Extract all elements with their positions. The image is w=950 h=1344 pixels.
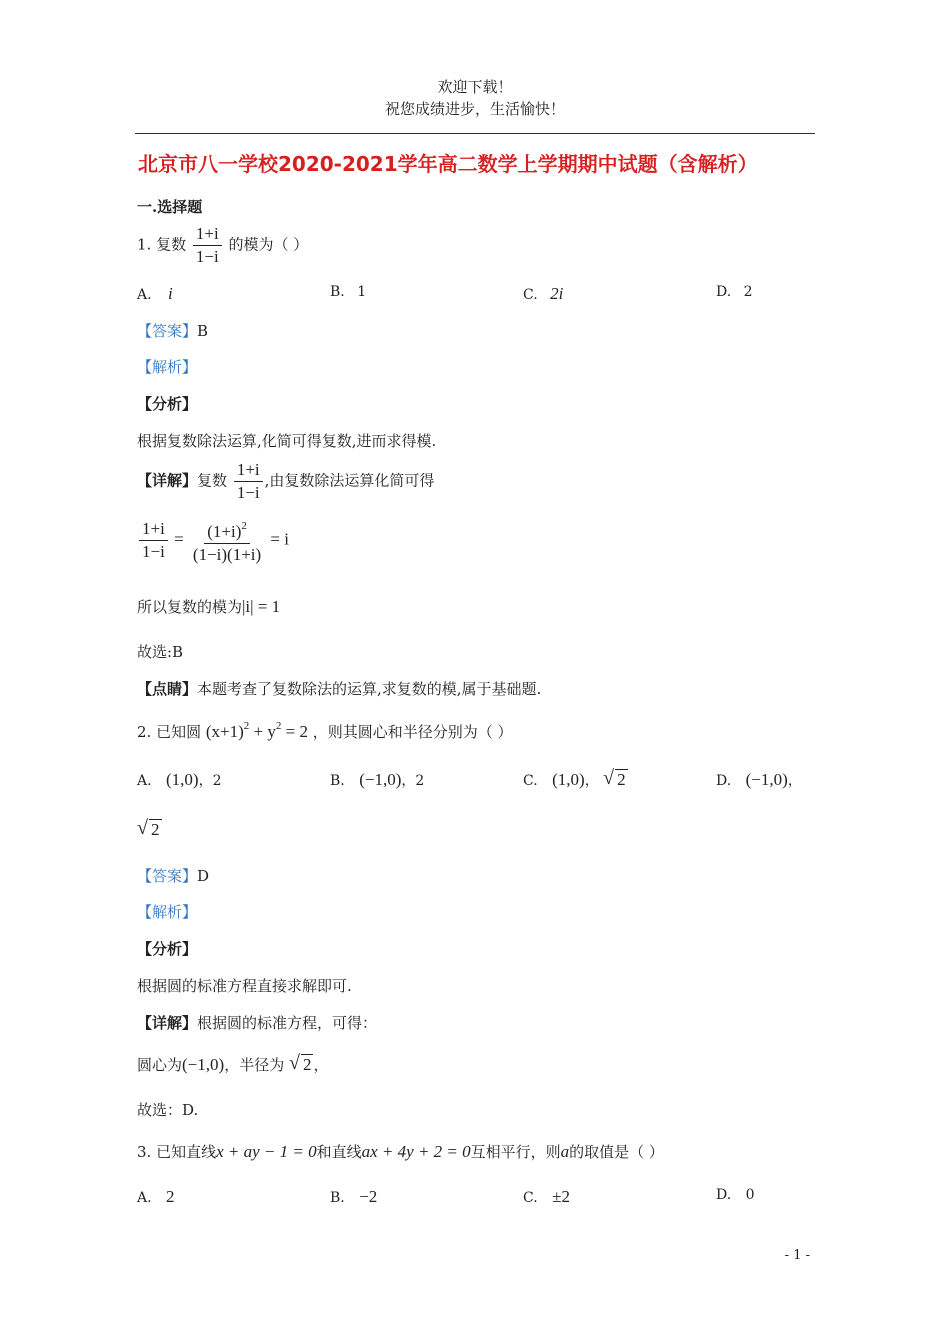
q1-equation — [137, 516, 289, 565]
q1-xj-fraction — [234, 460, 263, 503]
q2-jiexi-tag: 【解析】 — [137, 903, 198, 921]
eq-rhs-den: (1−i)(1+i) — [192, 545, 262, 564]
option-label: B. — [330, 284, 345, 300]
option-label: D. — [716, 1187, 732, 1203]
eq-sup: 2 — [243, 720, 250, 732]
q2-fenxi-tag: 【分析】 — [137, 940, 198, 958]
xiangjie-post: ,由复数除法运算化简可得 — [264, 471, 435, 490]
eq-part: + y — [249, 722, 276, 741]
option-label: A. — [137, 1190, 152, 1206]
sqrt-radical: √ 2 — [137, 817, 160, 839]
q1-frac-den: 1−i — [195, 247, 219, 266]
eq-lhs-den: 1−i — [142, 542, 165, 561]
option-radius: ， — [584, 773, 599, 789]
q1-jiexi-tag: 【解析】 — [137, 358, 198, 376]
q1-conclusion: 故选:B — [137, 643, 184, 661]
q2-answer — [137, 865, 209, 886]
eq-lhs-num: 1+i — [139, 519, 168, 541]
option-label: D. — [716, 284, 732, 300]
q2-option-c — [523, 767, 628, 790]
option-label: C. — [523, 1190, 538, 1206]
radius-post: ， — [313, 1056, 329, 1074]
eq-rhs-sup: 2 — [241, 520, 247, 532]
option-value: (1,0) — [552, 770, 585, 789]
q3-mid: 和直线 — [316, 1143, 362, 1161]
dianjing-tag: 【点睛】 — [137, 680, 198, 698]
center-pre: 圆心为 — [137, 1056, 183, 1074]
answer-value: B — [197, 322, 209, 340]
answer-value: D — [197, 867, 210, 885]
frac-num: 1+i — [234, 460, 263, 482]
q3-option-b — [330, 1187, 377, 1207]
sqrt-radical: √ 2 — [288, 1052, 312, 1074]
q2-suffix: ，则其圆心和半径分别为（ ） — [312, 723, 513, 741]
sqrt-value: 2 — [151, 820, 160, 839]
q2-prefix: 2. 已知圆 — [137, 723, 202, 741]
q3-option-d — [716, 1187, 755, 1203]
xiangjie-tag: 【详解】 — [137, 471, 198, 490]
radius-pre: ，半径为 — [224, 1056, 285, 1074]
dianjing-text: 本题考查了复数除法的运算,求复数的模,属于基础题. — [197, 680, 542, 698]
sqrt-radical: √ 2 — [603, 767, 626, 789]
eq-lhs-fraction — [139, 519, 168, 562]
option-value: 1 — [357, 284, 367, 300]
q2-center-radius — [137, 1054, 329, 1075]
question-1 — [137, 224, 308, 267]
q3-suffix: 的取值是（ ） — [569, 1143, 664, 1161]
page-number: - 1 - — [784, 1248, 810, 1263]
eq-part: = 2 — [281, 722, 308, 741]
question-2 — [137, 720, 513, 742]
answer-tag: 【答案】 — [137, 322, 198, 340]
q2-conclusion: 故选：D. — [137, 1101, 199, 1119]
q2-option-d — [716, 770, 802, 790]
sqrt-value: 2 — [617, 770, 626, 789]
option-value: 2i — [550, 284, 564, 303]
option-value: (−1,0) — [359, 770, 402, 789]
xiangjie-text: 根据圆的标准方程，可得： — [197, 1014, 378, 1032]
option-label: B. — [330, 1190, 345, 1206]
eq-sup: 2 — [275, 720, 282, 732]
q1-option-b — [330, 284, 366, 300]
section-heading: 一.选择题 — [137, 198, 203, 216]
q2-xiangjie — [137, 1012, 377, 1033]
q2-option-b — [330, 770, 424, 790]
q1-option-d — [716, 284, 753, 300]
option-value: (−1,0) — [745, 770, 788, 789]
option-value: −2 — [359, 1187, 378, 1206]
q2-option-d-sqrt — [137, 817, 162, 840]
q1-answer — [137, 320, 208, 341]
option-label: A. — [137, 287, 152, 303]
header-greeting: 欢迎下载！ — [437, 78, 513, 96]
eq-rhs-fraction — [190, 516, 264, 565]
frac-den: 1−i — [236, 483, 260, 502]
eq-rhs-num-wrap — [204, 516, 250, 544]
q2-fenxi-text: 根据圆的标准方程直接求解即可. — [137, 977, 352, 995]
option-label: C. — [523, 773, 538, 789]
header-wish: 祝您成绩进步，生活愉快！ — [384, 100, 565, 118]
q3-prefix: 3. 已知直线 — [137, 1143, 217, 1161]
eq-part: (x+1) — [205, 722, 244, 741]
q3-line2: ax + 4y + 2 = 0 — [361, 1142, 471, 1161]
q1-option-a — [137, 284, 173, 304]
answer-tag: 【答案】 — [137, 867, 198, 885]
q3-option-c — [523, 1187, 570, 1207]
option-value: i — [168, 284, 173, 303]
q3-mid2: 互相平行，则 — [470, 1143, 561, 1161]
option-radius: ，2 — [198, 773, 222, 789]
option-value: 2 — [743, 284, 753, 300]
q1-fenxi-tag: 【分析】 — [137, 395, 198, 413]
q1-frac-num: 1+i — [193, 224, 222, 246]
q1-xiangjie — [137, 460, 434, 503]
q1-prefix: 1. 复数 — [137, 235, 187, 254]
eq-rhs-num: (1+i) — [207, 522, 242, 541]
modulus-math: |i| = 1 — [242, 597, 281, 616]
option-label: C. — [523, 287, 538, 303]
modulus-pre: 所以复数的模为 — [137, 598, 243, 616]
option-radius: ，2 — [401, 773, 425, 789]
q2-equation — [206, 722, 308, 741]
page-title: 北京市八一学校2020-2021学年高二数学上学期期中试题（含解析） — [138, 152, 758, 176]
eq-equals: = — [174, 529, 184, 549]
center-val: (−1,0) — [182, 1055, 225, 1074]
sqrt-value: 2 — [302, 1055, 312, 1074]
option-value: 0 — [745, 1187, 755, 1203]
option-value: (1,0) — [166, 770, 199, 789]
option-value: ±2 — [552, 1187, 570, 1206]
q1-fenxi-text: 根据复数除法运算,化简可得复数,进而求得模. — [137, 432, 437, 450]
q1-option-c — [523, 284, 563, 304]
q3-option-a — [137, 1187, 175, 1207]
xiangjie-tag: 【详解】 — [137, 1014, 198, 1032]
q3-var: a — [560, 1142, 570, 1161]
q2-option-a — [137, 770, 222, 790]
q1-dianjing — [137, 678, 541, 699]
q1-suffix: 的模为（ ） — [228, 235, 309, 254]
option-radius: ， — [787, 773, 802, 789]
q1-modulus — [137, 596, 280, 617]
option-label: D. — [716, 773, 732, 789]
option-label: A. — [137, 773, 152, 789]
question-3 — [137, 1141, 664, 1162]
q3-line1: x + ay − 1 = 0 — [216, 1142, 317, 1161]
header-divider — [135, 133, 815, 134]
q1-fraction — [193, 224, 222, 267]
eq-result: = i — [270, 529, 289, 549]
option-label: B. — [330, 773, 345, 789]
xiangjie-pre: 复数 — [197, 471, 228, 490]
option-value: 2 — [166, 1187, 175, 1206]
